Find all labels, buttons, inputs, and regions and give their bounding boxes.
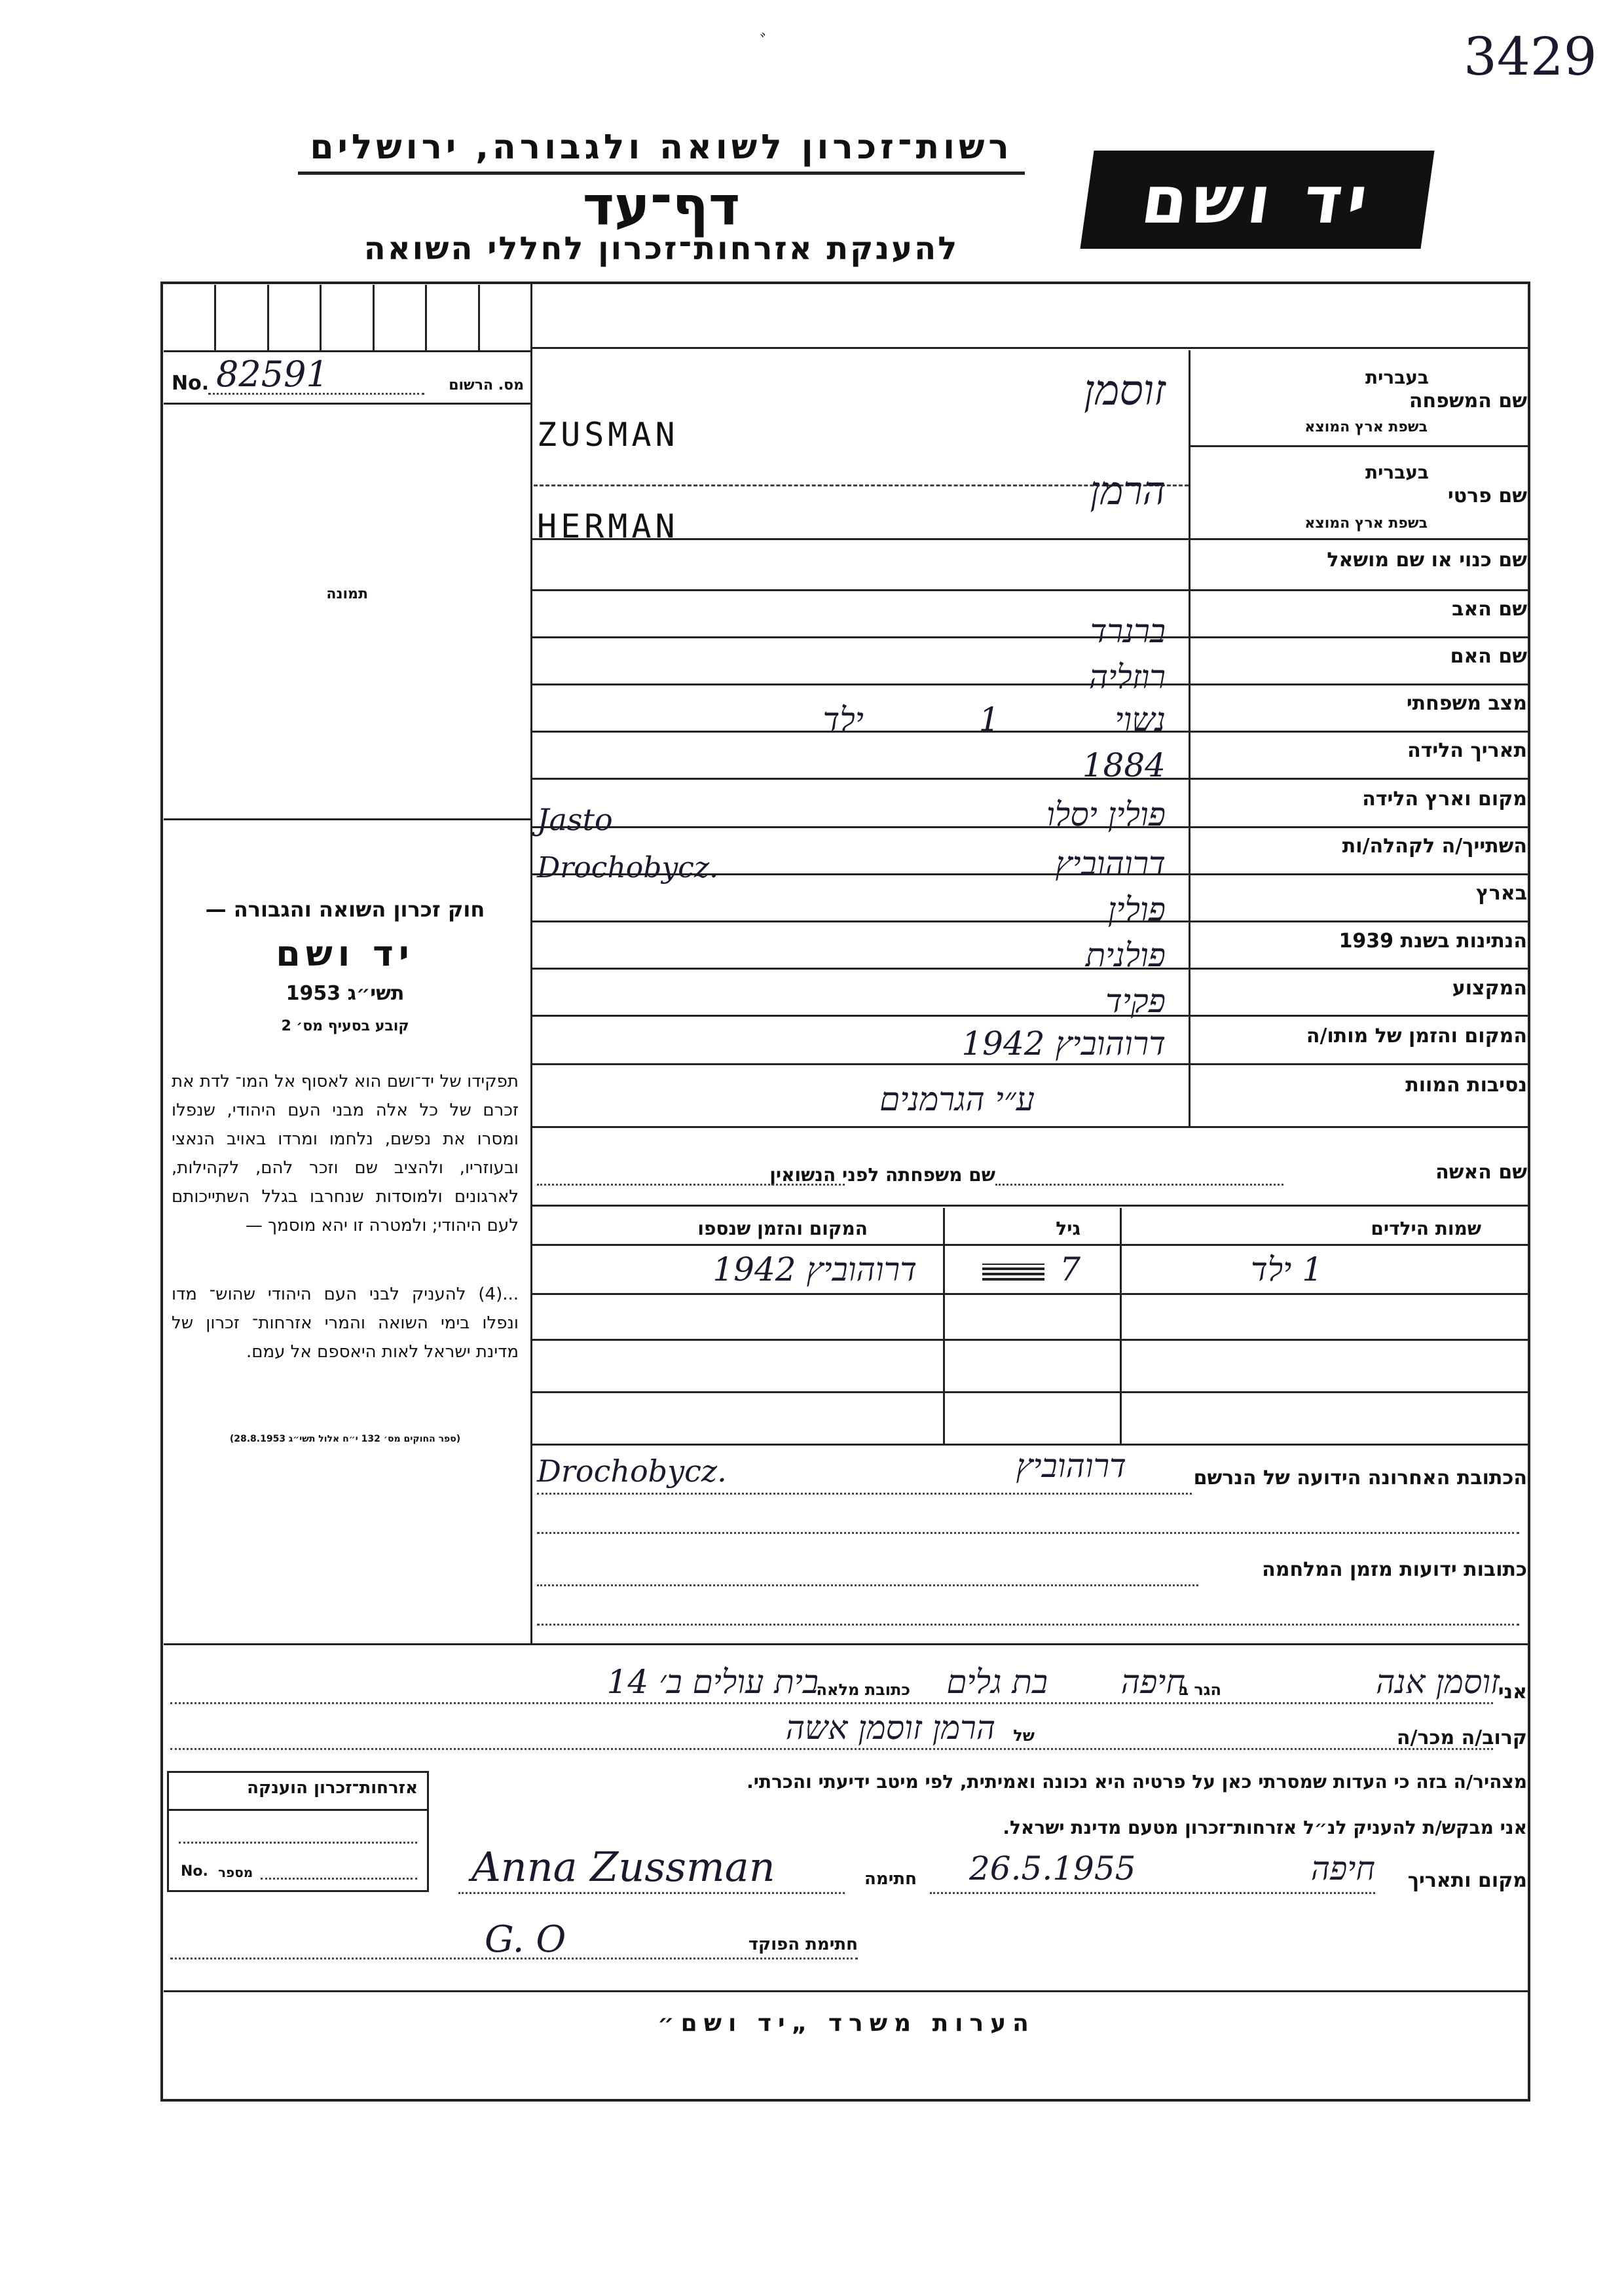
label-full-address: כתובת מלאה: [816, 1681, 910, 1699]
citizenship-box-number: מספר: [218, 1865, 253, 1880]
label-age: גיל: [1056, 1218, 1080, 1239]
reg-bottom: [164, 403, 530, 405]
children-row-3: [530, 1391, 1529, 1393]
wife-maiden-dots: [537, 1184, 845, 1186]
date-dots: [930, 1892, 1375, 1894]
upper-section-bottom: [164, 1643, 1529, 1645]
row-line-14: [530, 1126, 1529, 1128]
signature-dots: [458, 1892, 845, 1894]
value-community-latin: Drochobycz.: [537, 851, 719, 884]
form-subtitle: להענקת אזרחות־זכרון לחללי השואה: [363, 230, 959, 267]
row-line-8: [530, 826, 1529, 828]
photo-label: תמונה: [326, 586, 368, 602]
citizenship-box-label: אזרחות־זכרון הוענקה: [247, 1778, 418, 1798]
label-mother: שם האם: [1450, 645, 1527, 668]
value-citizenship: פולנית: [1085, 936, 1166, 974]
footer-top: [164, 1990, 1529, 1992]
reg-number: 82591: [216, 354, 329, 395]
value-witness-city: חיפה: [1120, 1663, 1185, 1701]
row-line-5: [530, 683, 1529, 685]
label-of: של: [1013, 1726, 1035, 1745]
children-col-2: [943, 1208, 945, 1444]
value-father: ברנרד: [1090, 612, 1166, 650]
authority-underline: [298, 172, 1025, 175]
label-father: שם האב: [1452, 598, 1527, 621]
law-heading: חוק זכרון השואה והגבורה —: [205, 897, 485, 922]
archive-number: 3429: [1464, 26, 1597, 87]
label-war-addresses: כתובות ידועות מזמן המלחמה: [1262, 1558, 1527, 1581]
label-surname: שם המשפחה: [1409, 390, 1527, 412]
top-mark: ﾞ: [760, 31, 769, 54]
value-birth-place-he: פולין יסלו: [1046, 795, 1166, 833]
law-name: יד ושם: [276, 933, 415, 974]
value-community-he: דרוהוביץ: [1055, 845, 1166, 883]
row-line-12: [530, 1015, 1529, 1017]
label-profession: המקצוע: [1452, 977, 1527, 1000]
yad-vashem-logo: [1080, 151, 1434, 249]
law-text-2: ...(4) להעניק לבני העם היהודי שהוש־ מדו ונפלו בימי השואה והמרי אזרחות־ זכרון של מדינת ישראל לאות היאספם אל עמם.: [172, 1285, 519, 1362]
value-child-age: 7: [1060, 1250, 1080, 1288]
value-child-name: 1 ילד: [1250, 1250, 1323, 1288]
label-death-place-time: המקום והזמן של מותו/ה: [1306, 1025, 1527, 1048]
law-ref: (ספר החוקים מס׳ 132 י״ח אלול תשי״ג 28.8.1953): [229, 1434, 461, 1444]
label-children-names: שמות הילדים: [1371, 1218, 1481, 1239]
value-birth-date: 1884: [1082, 746, 1166, 784]
logo-text: יד ושם: [1137, 161, 1378, 238]
value-profession: פקיד: [1105, 982, 1166, 1020]
wife-row-bottom: [530, 1205, 1529, 1207]
label-nickname: שם כנוי או שם מושאל: [1327, 549, 1527, 572]
footer-notes: הערות משרד „יד ושם״: [657, 2010, 1035, 2037]
label-birth-date: תאריך הלידה: [1407, 739, 1527, 762]
value-country: פולין: [1107, 890, 1166, 928]
children-header-bottom: [530, 1244, 1529, 1246]
authority-line: רשות־זכרון לשואה ולגבורה, ירושלים: [310, 128, 1013, 167]
label-given-name: שם פרטי: [1447, 484, 1527, 507]
stub-boxes: [164, 285, 530, 352]
label-wife-maiden: שם משפחתה לפני הנשואין: [769, 1164, 995, 1186]
row-line-10: [530, 920, 1529, 922]
label-death-circ: נסיבות המוות: [1405, 1074, 1527, 1097]
value-signature: Anna Zussman: [471, 1843, 775, 1891]
reg-dots: [208, 393, 424, 395]
value-witness-name: זוסמן אנה: [1375, 1663, 1500, 1701]
label-wife: שם האשה: [1435, 1161, 1527, 1184]
label-last-address: הכתובת האחרונה הידועה של הנרשם: [1193, 1467, 1527, 1489]
value-death-place-time: דרוהוביץ 1942: [961, 1025, 1166, 1063]
row-line-3: [530, 589, 1529, 591]
row-line-1: [1189, 445, 1529, 447]
law-text: תפקידו של יד־ושם הוא לאסוף אל המו־ לדת את זכרם של כל אלה מבני העם היהודי, שנפלו ומסרו את נפשם, נלחמו ומרדו באויב הנאצי ובעוזריו, ולהציב שם וזכר להם, לקהילות, לארגונים ולמוסדות שנחרבו בגלל השתייכותם לעם היהודי; ולמטרה זו יהא מוסמך —: [172, 1072, 519, 1235]
reg-mas-label: מס. הרשום: [449, 377, 524, 393]
witness-dots: [170, 1702, 1493, 1704]
label-relative: קרוב/ה מכר/ה: [1396, 1726, 1527, 1749]
declaration: מצהיר/ה בזה כי העדות שמסרתי כאן על פרטיה היא נכונה ואמיתית, לפי מיטב ידיעתי והכרתי.: [747, 1771, 1527, 1793]
value-officer-sig: G. O: [485, 1918, 566, 1961]
label-origin-lang-2: בשפת ארץ המוצא: [1304, 515, 1428, 532]
row-line-2: [530, 538, 1529, 540]
label-community: השתייך/ה לקהלה/ות: [1342, 835, 1527, 858]
children-row-1: [530, 1293, 1529, 1295]
label-column-divider: [1189, 350, 1190, 1126]
row-line-7: [530, 778, 1529, 780]
value-marital: נשוי 1 ילד: [822, 701, 1166, 738]
value-given-latin: HERMAN: [537, 507, 679, 545]
children-row-2: [530, 1339, 1529, 1341]
value-witness-address: בית עולים ב׳ 14: [606, 1663, 819, 1701]
request: אני מבקש/ת להעניק לנ״ל אזרחות־זכרון מטעם מדינת ישראל.: [1003, 1817, 1527, 1838]
row-line-4: [530, 636, 1529, 638]
label-place-time-perished: המקום והזמן שנספו: [697, 1218, 868, 1239]
value-last-address-latin: Drochobycz.: [537, 1453, 727, 1489]
value-place: חיפה: [1310, 1850, 1375, 1887]
child-age-crossout: [982, 1264, 1044, 1281]
relation-dots: [170, 1748, 1493, 1750]
label-place-date: מקום ותאריך: [1407, 1869, 1527, 1892]
row-line-11: [530, 968, 1529, 970]
label-birth-place: מקום וארץ הלידה: [1362, 788, 1527, 811]
reg-no-label: No.: [172, 372, 210, 395]
label-officer-sig: חתימת הפוקד: [748, 1935, 858, 1954]
value-surname-latin: ZUSMAN: [537, 416, 679, 454]
form-title: דף־עד: [582, 175, 741, 238]
value-mother: רוזליה: [1088, 658, 1166, 696]
law-section: קובע בסעיף מס׳ 2: [281, 1018, 409, 1034]
value-child-place-time: דרוהוביץ 1942: [712, 1250, 917, 1288]
label-country: בארץ: [1475, 882, 1527, 905]
citizenship-box-no: No.: [181, 1863, 208, 1880]
officer-dots: [170, 1958, 858, 1959]
value-death-circ: ע״י הגרמנים: [879, 1080, 1035, 1118]
label-in-hebrew-2: בעברית: [1365, 462, 1429, 483]
value-date: 26.5.1955: [969, 1850, 1136, 1887]
value-witness-street: בת גלים: [946, 1663, 1048, 1701]
left-column-divider: [530, 283, 532, 1645]
children-row-4: [530, 1444, 1529, 1446]
last-address-dots-2: [537, 1532, 1519, 1534]
value-given-he: הרמן: [1090, 468, 1166, 514]
label-in-hebrew-1: בעברית: [1365, 367, 1429, 388]
war-dots-2: [537, 1624, 1519, 1626]
photo-bottom: [164, 818, 530, 820]
last-address-dots: [537, 1493, 1192, 1495]
value-birth-place-latin: Jasto: [537, 802, 613, 837]
value-surname-he: זוסמן: [1084, 367, 1166, 415]
label-origin-lang-1: בשפת ארץ המוצא: [1304, 419, 1428, 435]
value-last-address-he: דרוהוביץ: [1016, 1447, 1126, 1485]
label-living-in: הגר ב: [1179, 1681, 1221, 1699]
wife-dots: [995, 1184, 1283, 1186]
children-col-1: [1120, 1208, 1122, 1444]
value-relation: הרמן זוסמן אשה: [785, 1709, 995, 1747]
law-year: תשי״ג 1953: [286, 982, 405, 1005]
label-marital: מצב משפחתי: [1406, 692, 1527, 715]
label-citizenship: הנתינות בשנת 1939: [1338, 930, 1527, 953]
label-i: אני: [1498, 1681, 1527, 1704]
row-line-13: [530, 1063, 1529, 1065]
stub-line-right: [530, 347, 1529, 349]
citizenship-box: [167, 1771, 429, 1892]
war-dots: [537, 1584, 1198, 1586]
label-signature: חתימה: [864, 1869, 917, 1889]
